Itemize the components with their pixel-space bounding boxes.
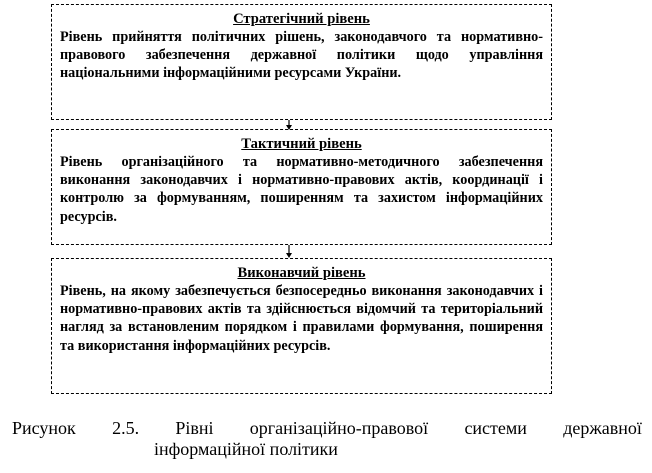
executive-level-box	[51, 258, 552, 394]
strategic-level-title: Стратегічний рівень	[233, 11, 370, 27]
caption-word: 2.5.	[112, 418, 140, 438]
strategic-level-box	[51, 4, 552, 120]
executive-level-text: Рівень, на якому забезпечується безпосередньо виконання законодавчих і нормативно-правових актів та здійснюється відомчий та територіальний нагляд за встановленим порядком і правилами формування, поширення та використання інформаційних ресурсів.	[60, 283, 543, 354]
caption-line-1	[12, 418, 642, 439]
caption-word: Рівні	[175, 418, 214, 438]
caption-word: державної	[563, 418, 642, 438]
caption-word: системи	[464, 418, 527, 438]
tactical-level-text: Рівень організаційного та нормативно-методичного забезпечення виконання законодавчих і нормативно-правових актів, координації і контролю за формуванням, поширенням та захистом інформаційних ресурсів.	[60, 154, 543, 225]
tactical-level-box	[51, 129, 552, 245]
caption-word: Рисунок	[12, 418, 76, 438]
caption-line-2: інформаційної політики	[154, 439, 338, 459]
figure-caption	[12, 418, 642, 460]
strategic-level-text: Рівень прийняття політичних рішень, законодавчого та нормативно-правового забезпечення державної політики щодо управління національними інформаційними ресурсами України.	[60, 29, 543, 82]
executive-level-title: Виконавчий рівень	[237, 265, 366, 281]
caption-word: організаційно-правової	[249, 418, 429, 438]
tactical-level-title: Тактичний рівень	[241, 136, 362, 152]
